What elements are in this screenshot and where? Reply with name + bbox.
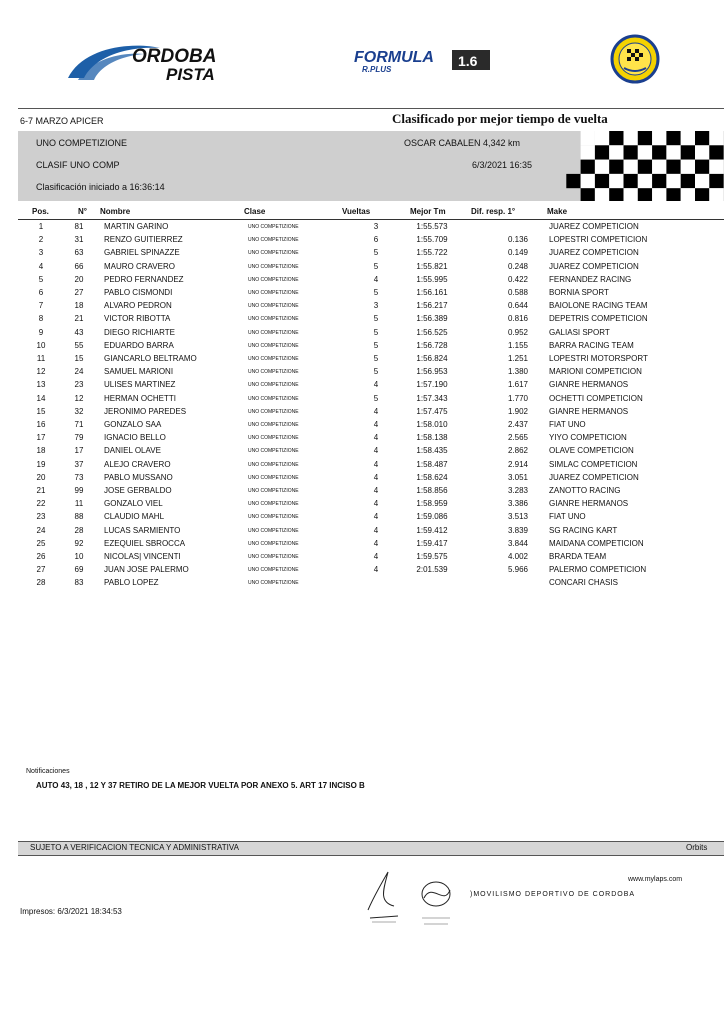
table-header-rule	[18, 219, 724, 220]
cell-num: 10	[74, 552, 84, 561]
cell-clase: UNO COMPETIZIONE	[248, 263, 299, 270]
cell-num: 92	[74, 538, 84, 548]
cell-laps: 4	[373, 420, 379, 429]
cell-make: PALERMO COMPETICION	[549, 565, 647, 575]
cell-pos: 26	[36, 552, 46, 561]
cell-clase: UNO COMPETIZIONE	[248, 501, 299, 508]
cell-clase: UNO COMPETIZIONE	[248, 395, 299, 402]
cell-name: DANIEL OLAVE	[104, 446, 161, 456]
table-row	[0, 473, 724, 486]
cell-num: 66	[74, 261, 84, 271]
cell-pos: 5	[38, 274, 44, 284]
cell-best: 1:57.190	[416, 380, 448, 390]
table-row	[0, 499, 724, 512]
checkered-flag-icon	[552, 131, 724, 201]
cell-num: 23	[74, 380, 84, 390]
table-row	[0, 328, 724, 341]
cell-pos: 1	[38, 222, 44, 231]
cell-clase: UNO COMPETIZIONE	[248, 382, 299, 389]
cell-laps: 4	[373, 380, 379, 390]
cell-make: MAIDANA COMPETICION	[549, 538, 644, 548]
cell-make: JUAREZ COMPETICION	[549, 248, 639, 258]
federation-name: )MOVILISMO DEPORTIVO DE CORDOBA	[470, 891, 636, 898]
cell-best: 1:59.086	[416, 512, 448, 522]
cell-gap: 0.952	[507, 327, 528, 337]
cell-laps: 4	[373, 552, 379, 561]
formula-logo-word: FORMULA	[354, 49, 434, 66]
cell-best: 1:56.824	[416, 354, 448, 363]
cell-make: SG RACING KART	[549, 525, 618, 535]
cell-num: 21	[74, 314, 84, 324]
formula-logo-badge: 1.6	[458, 53, 478, 69]
cell-clase: UNO COMPETIZIONE	[248, 422, 299, 428]
cell-make: JUAREZ COMPETICION	[549, 261, 639, 271]
cell-name: GABRIEL SPINAZZE	[104, 248, 180, 258]
cell-gap: 0.149	[507, 248, 528, 258]
cell-make: JUAREZ COMPETICION	[549, 472, 639, 482]
table-row	[0, 565, 724, 578]
cell-name: PABLO CISMONDI	[104, 288, 173, 297]
printed-timestamp: Impresos: 6/3/2021 18:34:53	[20, 907, 122, 916]
cell-pos: 25	[36, 538, 46, 548]
cell-gap: 3.386	[507, 499, 528, 509]
cell-gap: 1.380	[507, 367, 528, 377]
table-row	[0, 314, 724, 327]
cell-best: 1:58.010	[416, 420, 448, 429]
cell-clase: UNO COMPETIZIONE	[248, 540, 299, 547]
cell-gap: 1.251	[507, 354, 528, 363]
cell-num: 71	[74, 420, 84, 429]
cell-laps: 5	[373, 367, 379, 377]
cell-gap: 4.002	[507, 552, 528, 561]
col-header-name: Nombre	[100, 207, 131, 216]
cell-make: YIYO COMPETICION	[549, 433, 627, 443]
cell-best: 1:58.856	[416, 486, 448, 495]
cell-laps: 5	[373, 248, 379, 258]
cell-make: GIANRE HERMANOS	[549, 406, 629, 416]
cell-pos: 18	[36, 446, 46, 456]
footer-disclaimer: SUJETO A VERIFICACION TECNICA Y ADMINISTRATIVA	[30, 843, 239, 852]
cell-pos: 24	[36, 525, 46, 535]
cell-pos: 3	[38, 248, 44, 258]
header-top-rule	[18, 108, 724, 109]
cell-gap: 2.914	[507, 459, 528, 469]
cell-make: MARIONI COMPETICION	[549, 367, 642, 377]
cell-make: CONCARI CHASIS	[549, 578, 618, 588]
cell-num: 55	[74, 340, 84, 350]
cell-laps: 5	[373, 261, 379, 271]
cell-gap: 0.588	[507, 288, 528, 297]
cell-make: GIANRE HERMANOS	[549, 380, 629, 390]
cell-name: ULISES MARTINEZ	[104, 380, 176, 390]
cell-make: FERNANDEZ RACING	[549, 274, 632, 284]
cell-pos: 9	[38, 327, 44, 337]
cordoba-pista-logo	[64, 40, 240, 86]
cell-best: 1:56.525	[416, 327, 448, 337]
cell-best: 1:55.573	[416, 222, 448, 231]
cell-best: 1:55.709	[416, 235, 448, 245]
cell-best: 1:55.821	[416, 261, 448, 271]
cell-name: JERONIMO PAREDES	[104, 406, 187, 416]
table-row	[0, 394, 724, 407]
col-header-best: Mejor Tm	[410, 207, 446, 216]
cell-name: MAURO CRAVERO	[104, 261, 175, 271]
notes-text: AUTO 43, 18 , 12 Y 37 RETIRO DE LA MEJOR VUELTA POR ANEXO 5. ART 17 INCISO B	[36, 781, 365, 790]
cell-clase: UNO COMPETIZIONE	[248, 580, 299, 587]
table-row	[0, 539, 724, 552]
cell-clase: UNO COMPETIZIONE	[248, 356, 299, 362]
cell-laps: 4	[373, 499, 379, 509]
cell-laps: 3	[373, 222, 379, 231]
cell-pos: 12	[36, 367, 46, 377]
cell-clase: UNO COMPETIZIONE	[248, 488, 299, 494]
cell-num: 15	[74, 354, 84, 363]
table-row	[0, 433, 724, 446]
cell-laps: 5	[373, 314, 379, 324]
col-header-clase: Clase	[244, 207, 266, 216]
cell-clase: UNO COMPETIZIONE	[248, 554, 299, 560]
cell-clase: UNO COMPETIZIONE	[248, 224, 299, 230]
cell-laps: 5	[373, 354, 379, 363]
cell-num: 79	[74, 433, 84, 443]
cell-gap: 0.136	[507, 235, 528, 245]
cell-clase: UNO COMPETIZIONE	[248, 448, 299, 455]
cell-make: SIMLAC COMPETICION	[549, 459, 638, 469]
cell-laps: 3	[373, 301, 379, 311]
cell-pos: 2	[38, 235, 44, 245]
cell-best: 1:55.722	[416, 248, 448, 258]
col-header-laps: Vueltas	[342, 207, 371, 216]
cell-clase: UNO COMPETIZIONE	[248, 250, 299, 257]
cell-name: RENZO GUITIERREZ	[104, 235, 183, 245]
cell-num: 12	[74, 393, 84, 403]
cell-name: PEDRO FERNANDEZ	[104, 274, 184, 284]
cell-gap: 2.437	[507, 420, 528, 429]
table-row	[0, 275, 724, 288]
table-row	[0, 341, 724, 354]
cell-best: 1:59.417	[416, 538, 448, 548]
cell-pos: 11	[36, 354, 46, 363]
cell-laps: 5	[373, 327, 379, 337]
cell-name: ALVARO PEDRON	[104, 301, 172, 311]
cell-make: BORNIA SPORT	[549, 288, 609, 297]
event-name: 6-7 MARZO APICER	[20, 116, 104, 126]
cell-laps: 5	[373, 288, 379, 297]
table-row	[0, 512, 724, 525]
cell-num: 83	[74, 578, 84, 588]
cell-name: ALEJO CRAVERO	[104, 459, 171, 469]
cell-pos: 8	[38, 314, 44, 324]
cell-laps: 4	[373, 538, 379, 548]
cell-laps: 4	[373, 512, 379, 522]
cell-pos: 13	[36, 380, 46, 390]
cell-name: EZEQUIEL SBROCCA	[104, 538, 186, 548]
cell-clase: UNO COMPETIZIONE	[248, 435, 299, 442]
table-row	[0, 578, 724, 591]
cell-clase: UNO COMPETIZIONE	[248, 237, 299, 244]
table-row	[0, 446, 724, 459]
cell-name: HERMAN OCHETTI	[104, 393, 176, 403]
cell-pos: 28	[36, 578, 46, 588]
table-row	[0, 235, 724, 248]
cell-make: ZANOTTO RACING	[549, 486, 621, 495]
cell-make: BRARDA TEAM	[549, 552, 607, 561]
cell-clase: UNO COMPETIZIONE	[248, 474, 299, 481]
cell-num: 17	[74, 446, 84, 456]
cell-clase: UNO COMPETIZIONE	[248, 408, 299, 415]
cell-name: DIEGO RICHIARTE	[104, 327, 175, 337]
cell-gap: 0.644	[507, 301, 528, 311]
cell-name: SAMUEL MARIONI	[104, 367, 174, 377]
cell-best: 1:58.435	[416, 446, 448, 456]
cell-laps: 6	[373, 235, 379, 245]
cell-laps: 4	[373, 472, 379, 482]
cell-clase: UNO COMPETIZIONE	[248, 316, 299, 323]
cell-best: 1:58.959	[416, 499, 448, 509]
cell-pos: 15	[36, 406, 46, 416]
federation-seal-logo	[610, 34, 660, 84]
table-row	[0, 526, 724, 539]
cell-name: GONZALO VIEL	[104, 499, 163, 509]
cell-gap: 3.513	[507, 512, 528, 522]
category-name: UNO COMPETIZIONE	[36, 138, 128, 148]
table-row	[0, 460, 724, 473]
cell-num: 63	[74, 248, 84, 258]
cell-best: 1:59.412	[416, 525, 448, 535]
signature-2-icon	[414, 872, 458, 928]
cell-laps: 4	[373, 565, 379, 575]
cell-gap: 3.839	[507, 525, 528, 535]
session-name: CLASIF UNO COMP	[36, 160, 120, 170]
cell-pos: 23	[36, 512, 46, 522]
cell-name: PABLO MUSSANO	[104, 472, 173, 482]
cell-pos: 20	[36, 472, 46, 482]
cell-best: 1:58.487	[416, 459, 448, 469]
cell-num: 69	[74, 565, 84, 575]
cell-pos: 17	[36, 433, 46, 443]
cell-clase: UNO COMPETIZIONE	[248, 276, 299, 283]
cell-laps: 4	[373, 446, 379, 456]
cell-num: 24	[74, 367, 84, 377]
cell-name: VICTOR RIBOTTA	[104, 314, 171, 324]
cell-laps: 5	[373, 393, 379, 403]
cell-laps: 4	[373, 486, 379, 495]
cell-make: JUAREZ COMPETICION	[549, 222, 639, 231]
col-header-num: N°	[78, 207, 87, 216]
cell-best: 2:01.539	[416, 565, 448, 575]
cell-make: OCHETTI COMPETICION	[549, 393, 643, 403]
cell-gap: 3.051	[507, 472, 528, 482]
col-header-gap: Dif. resp. 1°	[471, 207, 516, 216]
cell-laps: 5	[373, 340, 379, 350]
website-link[interactable]: www.mylaps.com	[628, 876, 683, 883]
cell-laps: 4	[373, 433, 379, 443]
document-title: Clasificado por mejor tiempo de vuelta	[392, 111, 608, 126]
cell-make: OLAVE COMPETICION	[549, 446, 634, 456]
session-start-time: Clasificación iniciado a 16:36:14	[36, 182, 165, 192]
cell-pos: 22	[36, 499, 46, 509]
cell-best: 1:56.953	[416, 367, 448, 377]
table-row	[0, 380, 724, 393]
cell-make: LOPESTRI COMPETICION	[549, 235, 648, 245]
cell-pos: 14	[36, 393, 46, 403]
cell-gap: 3.283	[507, 486, 528, 495]
cell-name: PABLO LOPEZ	[104, 578, 159, 588]
cell-num: 88	[74, 512, 84, 522]
cell-clase: UNO COMPETIZIONE	[248, 303, 299, 310]
track-name: OSCAR CABALEN 4,342 km	[404, 138, 521, 148]
col-header-pos: Pos.	[32, 207, 49, 216]
table-row	[0, 407, 724, 420]
cell-gap: 0.248	[507, 261, 528, 271]
cell-clase: UNO COMPETIZIONE	[248, 369, 299, 376]
cell-num: 43	[74, 327, 84, 337]
table-row	[0, 552, 724, 565]
cell-gap: 1.902	[507, 406, 528, 416]
cell-make: LOPESTRI MOTORSPORT	[549, 354, 648, 363]
cell-gap: 2.565	[507, 433, 528, 443]
cell-best: 1:58.138	[416, 433, 448, 443]
cell-best: 1:57.475	[416, 406, 448, 416]
cell-name: EDUARDO BARRA	[104, 340, 174, 350]
col-header-make: Make	[547, 207, 568, 216]
table-row	[0, 222, 724, 235]
cell-pos: 16	[36, 420, 46, 429]
cell-pos: 21	[36, 486, 46, 495]
cell-name: LUCAS SARMIENTO	[104, 525, 181, 535]
formula-logo-sub: R.PLUS	[362, 65, 392, 74]
cell-best: 1:56.389	[416, 314, 448, 324]
table-row	[0, 367, 724, 380]
cell-num: 37	[74, 459, 84, 469]
cell-clase: UNO COMPETIZIONE	[248, 527, 299, 534]
formula-r-plus-logo	[352, 46, 492, 74]
table-row	[0, 301, 724, 314]
cell-best: 1:58.624	[416, 472, 448, 482]
cell-clase: UNO COMPETIZIONE	[248, 329, 299, 336]
cell-gap: 0.422	[507, 274, 528, 284]
cell-clase: UNO COMPETIZIONE	[248, 514, 299, 521]
cell-name: GIANCARLO BELTRAMO	[104, 354, 197, 363]
table-row	[0, 288, 724, 301]
cell-make: FIAT UNO	[549, 420, 586, 429]
cell-pos: 7	[38, 301, 44, 311]
cell-name: JUAN JOSE PALERMO	[104, 565, 189, 575]
cell-make: BAIOLONE RACING TEAM	[549, 301, 648, 311]
cell-num: 32	[74, 406, 84, 416]
cell-pos: 19	[36, 459, 46, 469]
cell-num: 18	[74, 301, 84, 311]
table-row	[0, 354, 724, 367]
cell-best: 1:57.343	[416, 393, 448, 403]
table-row	[0, 248, 724, 261]
session-datetime: 6/3/2021 16:35	[472, 160, 533, 170]
cell-name: MARTIN GARINO	[104, 222, 169, 231]
cell-laps: 4	[373, 459, 379, 469]
cell-clase: UNO COMPETIZIONE	[248, 290, 299, 296]
cell-gap: 5.966	[507, 565, 528, 575]
notes-label: Notificaciones	[26, 768, 70, 775]
cell-laps: 4	[373, 406, 379, 416]
table-row	[0, 420, 724, 433]
cell-gap: 2.862	[507, 446, 528, 456]
cell-num: 28	[74, 525, 84, 535]
pista-logo-word: PISTA	[166, 65, 215, 84]
cell-num: 31	[74, 235, 84, 245]
cell-make: GALIASI SPORT	[549, 327, 610, 337]
cell-pos: 6	[38, 288, 44, 297]
table-row	[0, 262, 724, 275]
cell-best: 1:56.217	[416, 301, 448, 311]
signature-1-icon	[364, 866, 404, 928]
cell-name: CLAUDIO MAHL	[104, 512, 165, 522]
cell-gap: 0.816	[507, 314, 528, 324]
cell-make: FIAT UNO	[549, 512, 586, 522]
footer-software: Orbits	[686, 843, 708, 852]
cell-best: 1:55.995	[416, 274, 448, 284]
cell-clase: UNO COMPETIZIONE	[248, 567, 299, 574]
cell-name: JOSE GERBALDO	[104, 486, 172, 495]
cell-make: BARRA RACING TEAM	[549, 340, 634, 350]
cell-gap: 1.155	[507, 340, 528, 350]
table-row	[0, 486, 724, 499]
cell-num: 99	[74, 486, 84, 495]
cell-clase: UNO COMPETIZIONE	[248, 342, 299, 349]
cell-make: GIANRE HERMANOS	[549, 499, 629, 509]
cell-best: 1:56.161	[416, 288, 448, 297]
cell-gap: 3.844	[507, 538, 528, 548]
cell-name: IGNACIO BELLO	[104, 433, 166, 443]
cell-num: 81	[74, 222, 84, 231]
cordoba-logo-word: ORDOBA	[132, 46, 217, 67]
cell-laps: 4	[373, 525, 379, 535]
cell-best: 1:56.728	[416, 340, 448, 350]
cell-num: 11	[74, 499, 84, 509]
cell-best: 1:59.575	[416, 552, 448, 561]
cell-pos: 4	[38, 261, 44, 271]
cell-name: GONZALO SAA	[104, 420, 162, 429]
cell-make: DEPETRIS COMPETICION	[549, 314, 648, 324]
cell-gap: 1.770	[507, 393, 528, 403]
cell-laps: 4	[373, 274, 379, 284]
cell-num: 20	[74, 274, 84, 284]
cell-gap: 1.617	[507, 380, 528, 390]
cell-pos: 10	[36, 340, 46, 350]
cell-num: 73	[74, 472, 84, 482]
cell-clase: UNO COMPETIZIONE	[248, 461, 299, 468]
cell-name: NICOLAS| VINCENTI	[104, 552, 181, 561]
cell-pos: 27	[36, 565, 46, 575]
cell-num: 27	[74, 288, 84, 297]
